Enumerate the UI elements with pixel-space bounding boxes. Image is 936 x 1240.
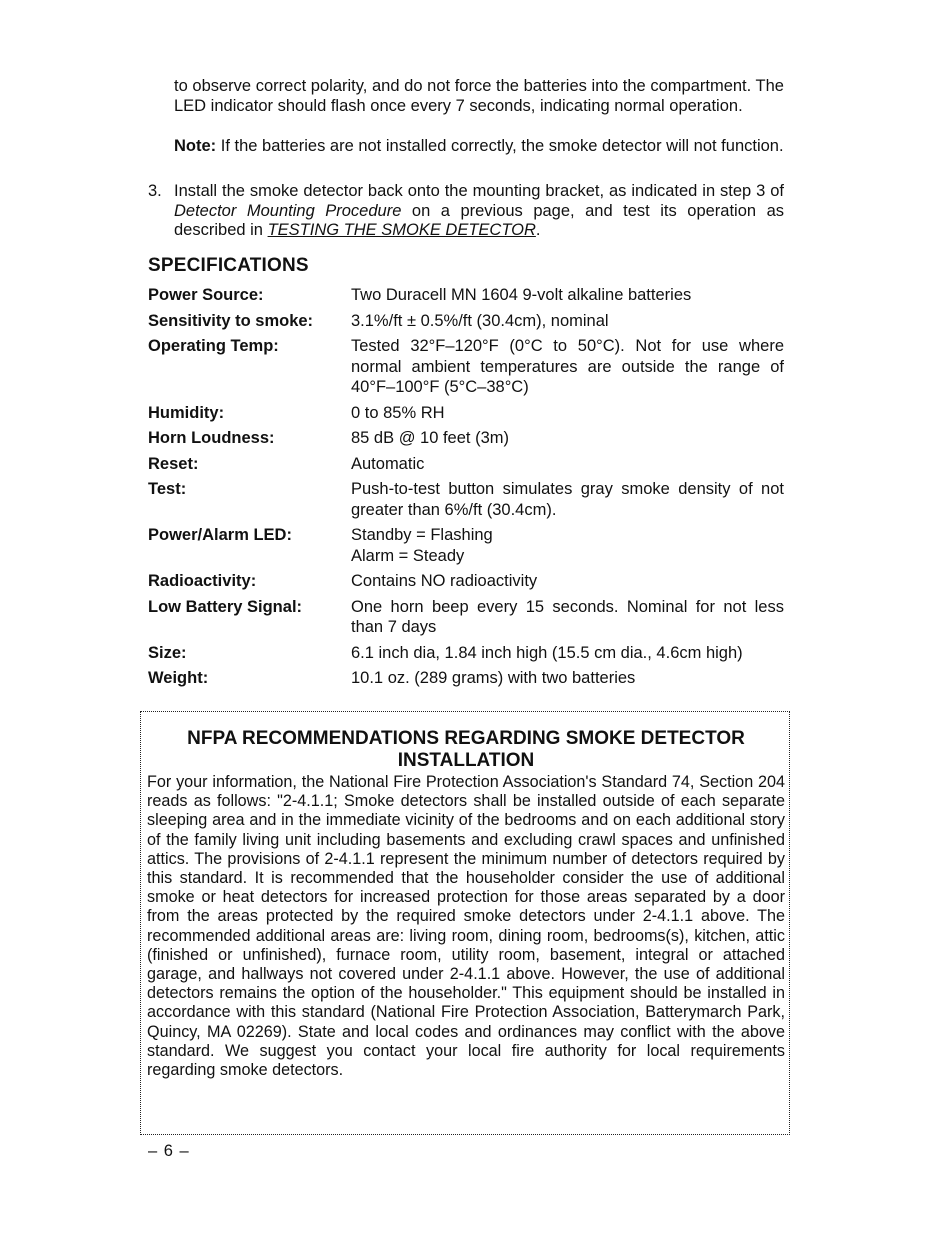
spec-row (148, 643, 784, 664)
install-step-3 (148, 182, 784, 241)
step-body (174, 182, 784, 241)
step-text-after: . (535, 221, 541, 239)
spec-row (148, 285, 784, 306)
nfpa-body-text: For your information, the National Fire Protection Association's Standard 74, Section 204 reads as follows: "2-4.1.1; Smoke detectors shall be installed outside of each separate sleeping area and in the immediate vicinity of the bedrooms and on each additional story of the family living unit including basements and excluding crawl spaces and unfinished attics. The provisions of 2-4.1.1 represent the minimum number of detectors required by this standard. It is recommended that the householder consider the use of additional smoke or heat detectors for increased protection for those areas separated by a door from the areas protected by the required smoke detectors under 2-4.1.1 above. The recommended additional areas are: living room, dining room, bedrooms(s), kitchen, attic (finished or unfinished), furnace room, utility room, basement, integral or attached garage, and hallways not covered under 2-4.1.1 above. However, the use of additional detectors remains the option of the householder." This equipment should be installed in accordance with this standard (National Fire Protection Association, Batterymarch Park, Quincy, MA 02269). State and local codes and ordinances may conflict with the above standard. We suggest you contact your local fire authority for local requirements regarding smoke detectors. (147, 773, 785, 1080)
spec-label: Operating Temp: (148, 337, 279, 355)
spec-value: Push-to-test button simulates gray smoke density of not greater than 6%/ft (30.4cm). (351, 480, 784, 519)
spec-row (148, 428, 784, 449)
spec-label: Reset: (148, 454, 199, 473)
spec-value: 6.1 inch dia, 1.84 inch high (15.5 cm dia., 4.6cm high) (351, 643, 743, 662)
spec-value: 85 dB @ 10 feet (3m) (351, 429, 509, 447)
specifications-heading: SPECIFICATIONS (148, 255, 309, 276)
spec-label: Test: (148, 480, 187, 498)
spec-value: 0 to 85% RH (351, 403, 445, 422)
step-text-middle: on a previous page, and test its operation as described in (174, 201, 784, 239)
spec-value: Standby = Flashing Alarm = Steady (351, 526, 493, 565)
battery-polarity-paragraph: to observe correct polarity, and do not force the batteries into the compartment. The LED indicator should flash once every 7 seconds, indicating normal operation. (174, 77, 784, 115)
note-label: Note: (174, 137, 217, 155)
nfpa-title-line-2: INSTALLATION (397, 750, 535, 771)
spec-label: Radioactivity: (148, 572, 257, 590)
nfpa-title-line-1: NFPA RECOMMENDATIONS REGARDING SMOKE DETECTOR (187, 728, 745, 749)
spec-value: Contains NO radioactivity (351, 572, 538, 590)
spec-row (148, 311, 784, 332)
testing-reference: TESTING THE SMOKE DETECTOR (267, 221, 536, 239)
nfpa-recommendations-box (140, 711, 790, 1135)
page-number: – 6 – (148, 1142, 190, 1160)
spec-value: Automatic (351, 454, 425, 473)
spec-row (148, 571, 784, 592)
spec-value: Two Duracell MN 1604 9-volt alkaline batteries (351, 286, 692, 304)
step-number: 3. (148, 182, 162, 200)
spec-value: Tested 32°F–120°F (0°C to 50°C). Not for use where normal ambient temperatures are outside the range of 40°F–100°F (5°C–38°C) (351, 337, 784, 396)
spec-row (148, 336, 784, 398)
spec-row (148, 525, 784, 566)
nfpa-title (141, 728, 791, 772)
spec-label: Horn Loudness: (148, 429, 275, 447)
spec-value: One horn beep every 15 seconds. Nominal for not less than 7 days (351, 597, 784, 636)
spec-row (148, 479, 784, 520)
spec-label: Low Battery Signal: (148, 597, 303, 616)
spec-value: 10.1 oz. (289 grams) with two batteries (351, 669, 636, 687)
specifications-table (148, 285, 784, 694)
spec-label: Size: (148, 643, 187, 662)
spec-row (148, 403, 784, 424)
spec-row (148, 454, 784, 475)
battery-note (174, 137, 784, 157)
spec-label: Sensitivity to smoke: (148, 311, 314, 330)
spec-label: Humidity: (148, 403, 225, 422)
note-text: If the batteries are not installed correctly, the smoke detector will not function. (216, 137, 784, 155)
spec-value: 3.1%/ft ± 0.5%/ft (30.4cm), nominal (351, 311, 609, 330)
spec-label: Power/Alarm LED: (148, 526, 292, 544)
spec-label: Power Source: (148, 286, 264, 304)
step-text-before: Install the smoke detector back onto the mounting bracket, as indicated in step 3 of (174, 182, 784, 200)
spec-row (148, 668, 784, 689)
spec-row (148, 597, 784, 638)
spec-label: Weight: (148, 669, 209, 687)
mounting-procedure-reference: Detector Mounting Procedure (174, 201, 402, 220)
